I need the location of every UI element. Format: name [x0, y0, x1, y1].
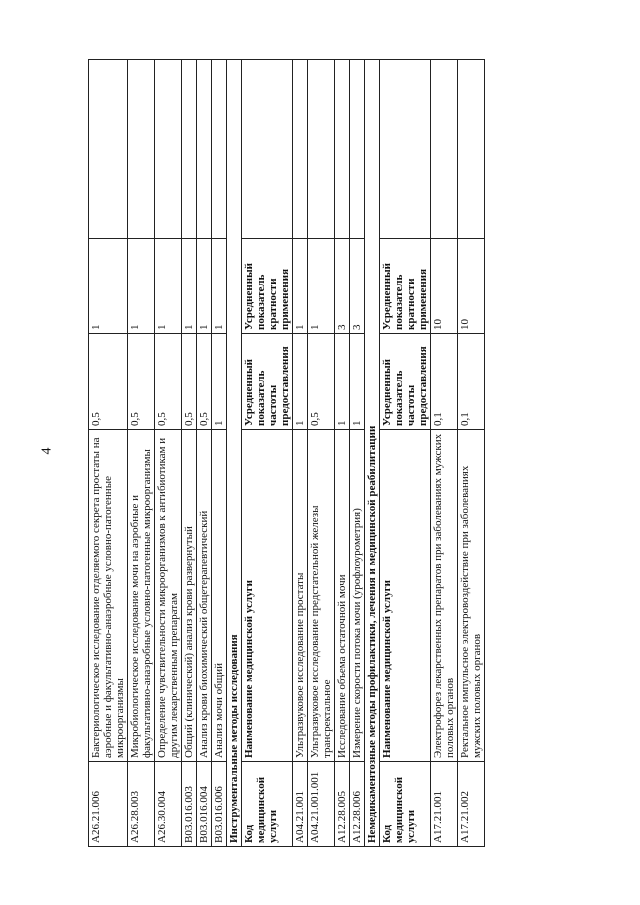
table-row — [350, 60, 365, 847]
service-code: A12.28.006 — [350, 762, 365, 847]
empty-cell — [350, 60, 365, 239]
frequency-value: 0,1 — [431, 334, 458, 430]
empty-cell — [155, 60, 182, 239]
service-code: A26.30.004 — [155, 762, 182, 847]
table-row — [128, 60, 155, 847]
header-code: Код медицинской услуги — [242, 762, 293, 847]
header-name: Наименование медицинской услуги — [380, 430, 431, 762]
service-code: A26.28.003 — [128, 762, 155, 847]
service-name: Исследование объема остаточной мочи — [335, 430, 350, 762]
rotated-table-container — [88, 60, 485, 847]
service-code: A26.21.006 — [89, 762, 128, 847]
empty-cell — [242, 60, 293, 239]
service-code: A17.21.001 — [431, 762, 458, 847]
multiplicity-value: 10 — [431, 239, 458, 334]
service-code: B03.016.003 — [182, 762, 197, 847]
service-code: A04.21.001 — [293, 762, 308, 847]
multiplicity-value: 1 — [89, 239, 128, 334]
services-table — [88, 59, 485, 847]
frequency-value: 0,5 — [308, 334, 335, 430]
section-row — [227, 60, 242, 847]
multiplicity-value: 1 — [308, 239, 335, 334]
section-title-nondrug: Немедикаментозные методы профилактики, лечения и медицинской реабилитации — [365, 60, 380, 847]
frequency-value: 1 — [293, 334, 308, 430]
table-row — [308, 60, 335, 847]
service-code: A12.28.005 — [335, 762, 350, 847]
frequency-value: 1 — [212, 334, 227, 430]
service-name: Измерение скорости потока мочи (урофлоурометрия) — [350, 430, 365, 762]
header-multiplicity: Усредненный показатель кратности применения — [380, 239, 431, 334]
empty-cell — [197, 60, 212, 239]
empty-cell — [182, 60, 197, 239]
multiplicity-value: 1 — [197, 239, 212, 334]
empty-cell — [380, 60, 431, 239]
frequency-value: 0,5 — [155, 334, 182, 430]
frequency-value: 0,5 — [128, 334, 155, 430]
table-row — [197, 60, 212, 847]
service-code: B03.016.006 — [212, 762, 227, 847]
frequency-value: 0,5 — [197, 334, 212, 430]
service-code: A04.21.001.001 — [308, 762, 335, 847]
header-row — [242, 60, 293, 847]
page-number: 4 — [39, 447, 55, 455]
multiplicity-value: 1 — [212, 239, 227, 334]
frequency-value: 0,5 — [182, 334, 197, 430]
service-code: A17.21.002 — [458, 762, 485, 847]
multiplicity-value: 10 — [458, 239, 485, 334]
section-row — [365, 60, 380, 847]
multiplicity-value: 1 — [293, 239, 308, 334]
table-row — [431, 60, 458, 847]
header-code: Код медицинской услуги — [380, 762, 431, 847]
empty-cell — [431, 60, 458, 239]
multiplicity-value: 3 — [350, 239, 365, 334]
empty-cell — [293, 60, 308, 239]
table-row — [212, 60, 227, 847]
service-name: Ректальное импульсное электровоздействие при заболеваниях мужских половых органов — [458, 430, 485, 762]
multiplicity-value: 1 — [182, 239, 197, 334]
section-title-instrumental: Инструментальные методы исследования — [227, 60, 242, 847]
table-row — [335, 60, 350, 847]
header-frequency: Усредненный показатель частоты предоставления — [242, 334, 293, 430]
table-row — [458, 60, 485, 847]
frequency-value: 0,5 — [89, 334, 128, 430]
service-name: Ультразвуковое исследование предстательной железы трансректальное — [308, 430, 335, 762]
table-row — [89, 60, 128, 847]
service-name: Анализ крови биохимический общетерапевтический — [197, 430, 212, 762]
multiplicity-value: 3 — [335, 239, 350, 334]
service-name: Бактериологическое исследование отделяемого секрета простаты на аэробные и факультативно-анаэробные условно-патогенные микроорганизмы — [89, 430, 128, 762]
table-row — [293, 60, 308, 847]
table-row — [182, 60, 197, 847]
header-frequency: Усредненный показатель частоты предоставления — [380, 334, 431, 430]
table-row — [155, 60, 182, 847]
header-row — [380, 60, 431, 847]
service-code: B03.016.004 — [197, 762, 212, 847]
multiplicity-value: 1 — [155, 239, 182, 334]
frequency-value: 1 — [335, 334, 350, 430]
empty-cell — [128, 60, 155, 239]
empty-cell — [89, 60, 128, 239]
empty-cell — [335, 60, 350, 239]
service-name: Микробиологическое исследование мочи на аэробные и факультативно-анаэробные условно-патогенные микроорганизмы — [128, 430, 155, 762]
frequency-value: 1 — [350, 334, 365, 430]
service-name: Общий (клинический) анализ крови развернутый — [182, 430, 197, 762]
empty-cell — [212, 60, 227, 239]
service-name: Ультразвуковое исследование простаты — [293, 430, 308, 762]
service-name: Анализ мочи общий — [212, 430, 227, 762]
multiplicity-value: 1 — [128, 239, 155, 334]
header-name: Наименование медицинской услуги — [242, 430, 293, 762]
empty-cell — [458, 60, 485, 239]
empty-cell — [308, 60, 335, 239]
frequency-value: 0,1 — [458, 334, 485, 430]
service-name: Определение чувствительности микроорганизмов к антибиотикам и другим лекарственным препаратам — [155, 430, 182, 762]
header-multiplicity: Усредненный показатель кратности применения — [242, 239, 293, 334]
service-name: Электрофорез лекарственных препаратов при заболеваниях мужских половых органов — [431, 430, 458, 762]
